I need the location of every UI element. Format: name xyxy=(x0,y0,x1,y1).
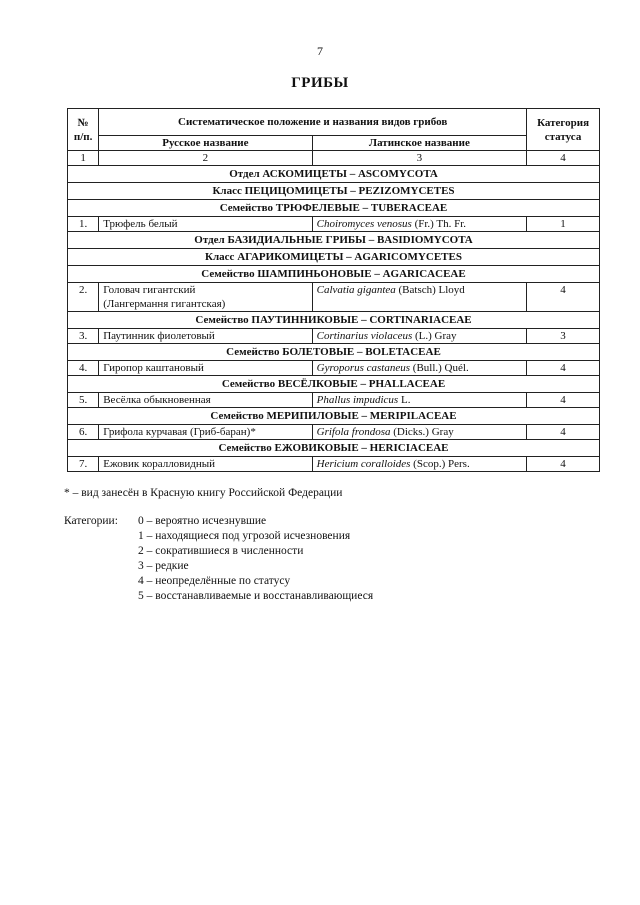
taxon-group-row xyxy=(68,200,600,217)
category-item: 3 – редкие xyxy=(138,560,189,572)
species-row xyxy=(68,217,600,232)
taxon-group-row xyxy=(68,266,600,283)
latin-name: Choiromyces venosus xyxy=(316,218,412,230)
category-item: 2 – сократившиеся в численности xyxy=(138,545,304,557)
taxon-group-label: Отдел БАЗИДИАЛЬНЫЕ ГРИБЫ – BASIDIOMYCOTA xyxy=(68,232,600,249)
taxon-group-row xyxy=(68,249,600,266)
species-row xyxy=(68,393,600,408)
taxon-group-label: Класс ПЕЦИЦОМИЦЕТЫ – PEZIZOMYCETES xyxy=(68,183,600,200)
column-number-4: 4 xyxy=(527,151,600,166)
latin-name: Hericium coralloides xyxy=(316,458,411,470)
latin-name: Grifola frondosa xyxy=(316,426,391,438)
russian-name-cell xyxy=(99,361,312,376)
latin-name: Cortinarius violaceus xyxy=(316,330,413,342)
table-body xyxy=(68,166,600,472)
species-row xyxy=(68,329,600,344)
russian-name: Трюфель белый xyxy=(103,218,178,230)
row-number: 4. xyxy=(68,361,99,376)
latin-name: Calvatia gigantea xyxy=(316,284,396,296)
status-category: 1 xyxy=(527,217,600,232)
category-item: 4 – неопределённые по статусу xyxy=(138,575,291,587)
latin-name: Phallus impudicus xyxy=(316,394,399,406)
taxon-group-row xyxy=(68,440,600,457)
row-number: 1. xyxy=(68,217,99,232)
russian-name-cell xyxy=(99,283,312,312)
column-number-3: 3 xyxy=(312,151,526,166)
species-row xyxy=(68,361,600,376)
categories-list xyxy=(138,514,538,604)
russian-name: Грифола курчавая (Гриб-баран)* xyxy=(103,426,256,438)
status-category: 4 xyxy=(527,393,600,408)
taxon-group-label: Семейство ВЕСЁЛКОВЫЕ – PHALLACEAE xyxy=(68,376,600,393)
row-number: 7. xyxy=(68,457,99,472)
category-item: 0 – вероятно исчезнувшие xyxy=(138,515,267,527)
russian-name: Гиропор каштановый xyxy=(103,362,204,374)
latin-name-cell xyxy=(312,425,526,440)
taxon-group-label: Семейство ТРЮФЕЛЕВЫЕ – TUBERACEAE xyxy=(68,200,600,217)
species-row xyxy=(68,425,600,440)
species-row xyxy=(68,283,600,312)
latin-author: (L.) Gray xyxy=(412,330,457,342)
latin-author: (Dicks.) Gray xyxy=(390,426,454,438)
latin-name-cell xyxy=(312,217,526,232)
header-russian-name: Русское название xyxy=(99,136,312,151)
taxon-group-label: Отдел АСКОМИЦЕТЫ – ASCOMYCOTA xyxy=(68,166,600,183)
latin-author: (Scop.) Pers. xyxy=(410,458,470,470)
taxon-group-row xyxy=(68,344,600,361)
taxon-group-row xyxy=(68,408,600,425)
header-systematic: Систематическое положение и названия видов грибов xyxy=(99,109,527,136)
page-number: 7 xyxy=(317,44,323,58)
column-number-1: 1 xyxy=(68,151,99,166)
latin-author: (Fr.) Th. Fr. xyxy=(411,218,467,230)
taxon-group-row xyxy=(68,166,600,183)
categories-label: Категории: xyxy=(64,515,118,527)
page-title: ГРИБЫ xyxy=(291,75,349,91)
row-number: 6. xyxy=(68,425,99,440)
latin-name-cell xyxy=(312,361,526,376)
russian-name: Головач гигантский xyxy=(103,284,196,296)
header-latin-name: Латинское название xyxy=(312,136,526,151)
latin-author: (Batsch) Lloyd xyxy=(395,284,465,296)
fungi-table xyxy=(67,108,600,472)
row-number: 3. xyxy=(68,329,99,344)
russian-name-cell xyxy=(99,425,312,440)
status-category: 3 xyxy=(527,329,600,344)
status-category: 4 xyxy=(527,361,600,376)
category-item: 1 – находящиеся под угрозой исчезновения xyxy=(138,530,351,542)
russian-name-cell xyxy=(99,217,312,232)
russian-name-alt: (Лангермання гигантская) xyxy=(103,298,226,310)
russian-name-cell xyxy=(99,329,312,344)
header-number: № п/п. xyxy=(68,109,99,151)
russian-name: Паутинник фиолетовый xyxy=(103,330,215,342)
status-category: 4 xyxy=(527,425,600,440)
latin-name-cell xyxy=(312,457,526,472)
russian-name-cell xyxy=(99,393,312,408)
footnote: * – вид занесён в Красную книгу Российской Федерации xyxy=(64,487,343,499)
russian-name: Ежовик коралловидный xyxy=(103,458,216,470)
taxon-group-row xyxy=(68,183,600,200)
category-item: 5 – восстанавливаемые и восстанавливающиеся xyxy=(138,590,374,602)
header-category: Категория статуса xyxy=(527,109,600,151)
taxon-group-label: Семейство ПАУТИННИКОВЫЕ – CORTINARIACEAE xyxy=(68,312,600,329)
row-number: 2. xyxy=(68,283,99,312)
latin-author: (Bull.) Quél. xyxy=(410,362,469,374)
status-category: 4 xyxy=(527,457,600,472)
latin-name-cell xyxy=(312,329,526,344)
latin-name-cell xyxy=(312,283,526,312)
taxon-group-label: Семейство БОЛЕТОВЫЕ – BOLETACEAE xyxy=(68,344,600,361)
russian-name: Весёлка обыкновенная xyxy=(103,394,211,406)
taxon-group-label: Семейство ЕЖОВИКОВЫЕ – HERICIACEAE xyxy=(68,440,600,457)
taxon-group-row xyxy=(68,312,600,329)
latin-author: L. xyxy=(398,394,411,406)
latin-name: Gyroporus castaneus xyxy=(316,362,411,374)
taxon-group-label: Семейство ШАМПИНЬОНОВЫЕ – AGARICACEAE xyxy=(68,266,600,283)
taxon-group-label: Класс АГАРИКОМИЦЕТЫ – AGARICOMYCETES xyxy=(68,249,600,266)
taxon-group-row xyxy=(68,232,600,249)
species-row xyxy=(68,457,600,472)
taxon-group-label: Семейство МЕРИПИЛОВЫЕ – MERIPILACEAE xyxy=(68,408,600,425)
taxon-group-row xyxy=(68,376,600,393)
row-number: 5. xyxy=(68,393,99,408)
russian-name-cell xyxy=(99,457,312,472)
status-category: 4 xyxy=(527,283,600,312)
column-number-2: 2 xyxy=(99,151,312,166)
latin-name-cell xyxy=(312,393,526,408)
